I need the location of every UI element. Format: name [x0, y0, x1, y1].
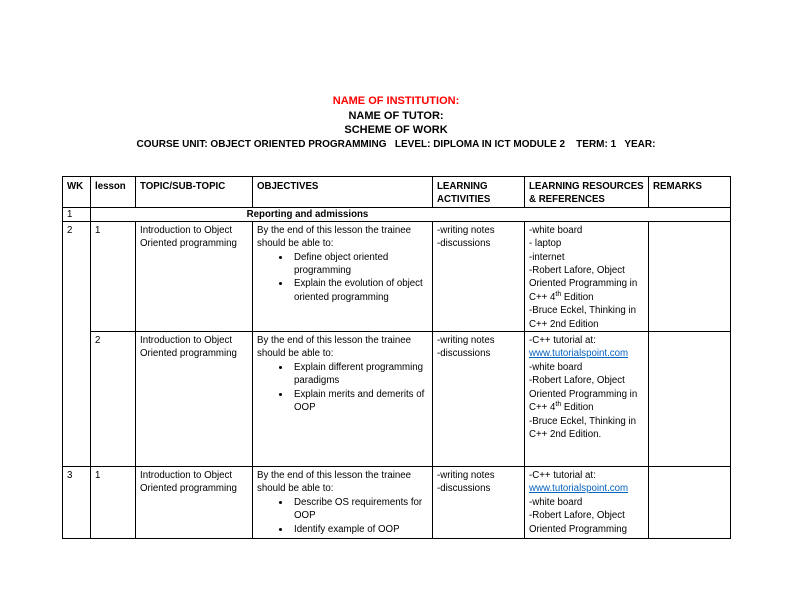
cell-activities: [433, 467, 525, 539]
col-header-wk: WK: [63, 177, 91, 208]
cell-wk-week1: 1: [63, 207, 91, 221]
cell-wk-week2: 2: [63, 221, 91, 466]
objectives-intro: By the end of this lesson the trainee should be able to:: [257, 335, 412, 360]
text-line: - laptop: [529, 238, 562, 250]
course-unit-line: COURSE UNIT: OBJECT ORIENTED PROGRAMMING LEVEL: DIPLOMA IN ICT MODULE 2 TERM: 1 YEAR:: [136, 138, 656, 150]
text-line: -white board: [529, 224, 583, 236]
cell-wk-week3: 3: [63, 467, 91, 539]
document-header: [0, 94, 792, 152]
scheme-of-work-table: [62, 176, 731, 539]
text-line: -discussions: [437, 483, 491, 495]
text-line: [529, 374, 645, 414]
objective-bullet: • Explain different programming paradigms: [291, 361, 429, 388]
objective-bullet: • Define object oriented programming: [291, 251, 429, 278]
objectives-list: [257, 496, 429, 536]
cell-lesson-number: 2: [91, 332, 136, 467]
text-line: [529, 347, 645, 360]
text-run: Edition: [561, 291, 594, 303]
tutorialspoint-link[interactable]: www.tutorialspoint.com: [529, 483, 629, 495]
col-header-topic: TOPIC/SUB-TOPIC: [136, 177, 253, 208]
cell-objectives: [253, 332, 433, 467]
col-header-activities: LEARNING ACTIVITIES: [433, 177, 525, 208]
cell-remarks: [649, 221, 731, 331]
cell-remarks: [649, 332, 731, 467]
cell-resources: [525, 221, 649, 331]
objectives-clip: [257, 469, 429, 537]
topic-text: Introduction to Object Oriented programming: [140, 470, 237, 495]
objectives-list: [257, 251, 429, 305]
text-line: -Bruce Eckel, Thinking in C++ 2nd Edition: [529, 305, 636, 330]
tutor-heading: NAME OF TUTOR:: [348, 109, 444, 122]
cell-topic: Introduction to Object Oriented programming: [136, 332, 253, 467]
reporting-row: [63, 207, 731, 221]
reporting-title: Reporting and admissions: [246, 208, 369, 220]
cell-resources: [525, 332, 649, 467]
table-row-week2-lesson2: [63, 332, 731, 467]
objective-bullet: • Describe OS requirements for OOP: [291, 496, 429, 523]
cell-remarks: [649, 467, 731, 539]
scheme-of-work-heading: SCHEME OF WORK: [344, 124, 448, 137]
activities-clip: [437, 469, 521, 537]
text-line: -Bruce Eckel, Thinking in C++ 2nd Edition.: [529, 415, 636, 440]
resources-clip: [529, 469, 645, 537]
table-row-week3-lesson1: [63, 467, 731, 539]
tutorialspoint-link[interactable]: www.tutorialspoint.com: [529, 348, 629, 360]
cell-topic: [136, 467, 253, 539]
table-row-week2-lesson1: [63, 221, 731, 331]
text-line: [529, 264, 645, 304]
cell-topic: Introduction to Object Oriented programming: [136, 221, 253, 331]
cell-objectives: [253, 467, 433, 539]
text-line: -white board: [529, 361, 583, 373]
col-header-lesson: lesson: [91, 177, 136, 208]
col-header-objectives: OBJECTIVES: [253, 177, 433, 208]
cell-activities: [433, 221, 525, 331]
superscript-text: th: [555, 290, 562, 298]
col-header-remarks: REMARKS: [649, 177, 731, 208]
cell-lesson-number: 1: [91, 221, 136, 331]
text-line: -writing notes: [437, 335, 495, 347]
table-header-row: [63, 177, 731, 208]
text-line: -writing notes: [437, 224, 495, 236]
text-run: Edition: [561, 402, 594, 414]
text-line: -discussions: [437, 238, 491, 250]
text-line: -internet: [529, 251, 565, 263]
cell-lesson-number: 1: [91, 467, 136, 539]
cell-objectives: [253, 221, 433, 331]
superscript-text: th: [555, 400, 562, 408]
institution-heading: NAME OF INSTITUTION:: [332, 95, 460, 107]
objectives-intro: By the end of this lesson the trainee should be able to:: [257, 224, 412, 250]
cell-reporting-merged: [91, 207, 731, 221]
text-line: -white board: [529, 496, 583, 508]
text-line: -C++ tutorial at:: [529, 470, 596, 482]
text-line: -Robert Lafore, Object Oriented Programming: [529, 510, 627, 535]
objective-bullet: • Identify example of OOP: [291, 523, 429, 536]
text-line: -writing notes: [437, 470, 495, 482]
cell-activities: [433, 332, 525, 467]
objective-bullet: • Explain the evolution of object oriented programming: [291, 277, 429, 304]
text-run: -Robert Lafore, Object Oriented Programming in C++ 4: [529, 265, 638, 303]
text-line: -discussions: [437, 348, 491, 360]
col-header-resources: LEARNING RESOURCES & REFERENCES: [525, 177, 649, 208]
text-line: -C++ tutorial at:: [529, 335, 596, 347]
text-line: [529, 482, 645, 495]
objective-bullet: • Explain merits and demerits of OOP: [291, 388, 429, 415]
text-run: -Robert Lafore, Object Oriented Programming in C++ 4: [529, 375, 638, 414]
objectives-intro: By the end of this lesson the trainee should be able to:: [257, 470, 412, 495]
cell-resources: [525, 467, 649, 539]
objectives-list: [257, 361, 429, 415]
